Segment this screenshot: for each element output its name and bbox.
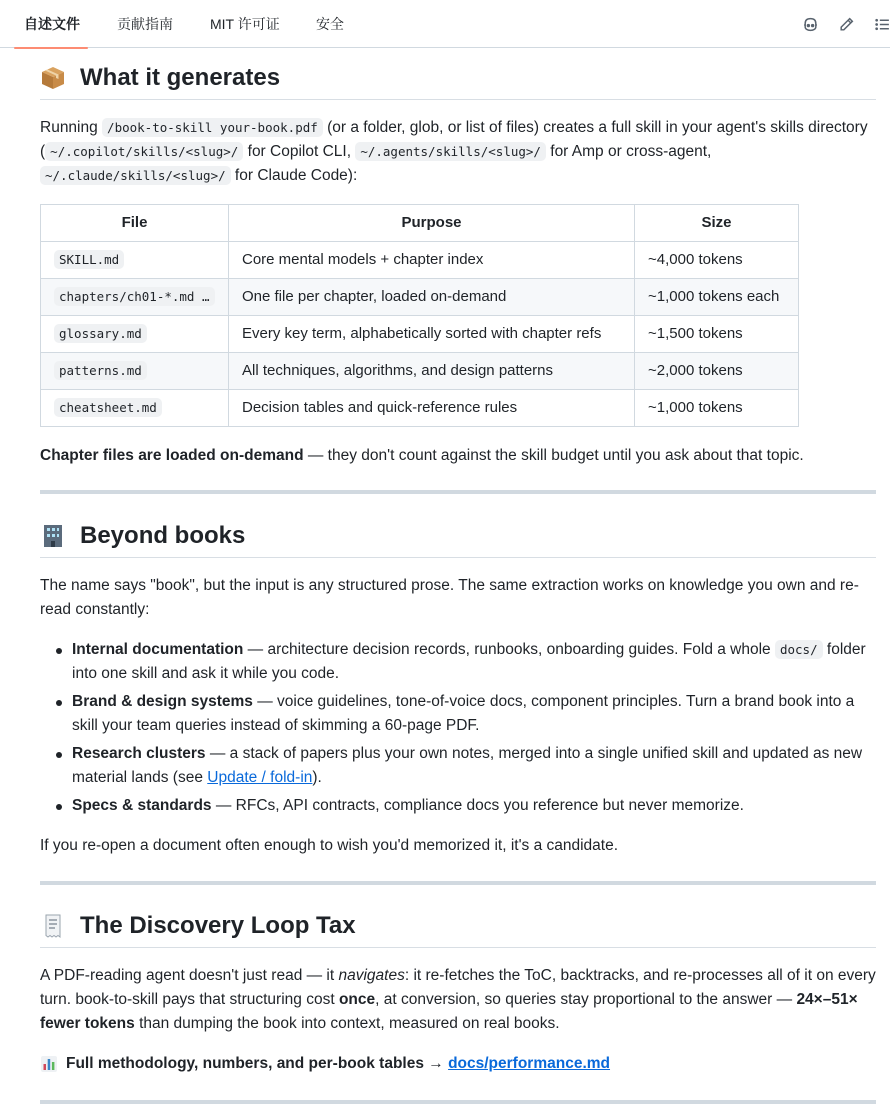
text-run: (or a folder, glob, or list of files) creates a full skill in your agent's skills directory ( <box>40 119 868 160</box>
on-demand-note <box>40 444 876 468</box>
table-row <box>41 316 799 353</box>
text-run: for Claude Code): <box>230 167 358 184</box>
tab-mit-license[interactable]: MIT 许可证 <box>210 16 280 32</box>
column-header-purpose: Purpose <box>229 205 635 242</box>
section-divider <box>40 490 876 494</box>
text-run: folder into one skill and ask it while you code. <box>72 641 866 682</box>
file-cell <box>41 242 229 279</box>
file-name-code: SKILL.md <box>54 250 124 269</box>
purpose-cell: One file per chapter, loaded on-demand <box>229 279 635 316</box>
item-title: Brand & design systems <box>72 693 253 710</box>
item-title: Research clusters <box>72 745 206 762</box>
text-run: — RFCs, API contracts, compliance docs you reference but never memorize. <box>211 797 744 814</box>
bold-text: 24×–51× fewer tokens <box>40 991 858 1032</box>
readme-tab-bar <box>0 0 890 48</box>
heading-text: The Discovery Loop Tax <box>80 912 356 939</box>
item-title: Internal documentation <box>72 641 244 658</box>
update-fold-in-link[interactable]: Update / fold-in <box>207 769 313 786</box>
purpose-cell: Decision tables and quick-reference rules <box>229 390 635 427</box>
generated-files-table <box>40 204 799 427</box>
tab-contributing[interactable]: 贡献指南 <box>117 16 173 32</box>
column-header-size: Size <box>635 205 799 242</box>
agents-path-code: ~/.agents/skills/<slug>/ <box>355 142 546 161</box>
bold-text: once <box>338 991 376 1008</box>
beyond-books-outro: If you re-open a document often enough to wish you'd memorized it, it's a candidate. <box>40 837 619 854</box>
package-icon <box>40 65 66 91</box>
office-building-icon <box>40 523 66 549</box>
note-bold-text: Chapter files are loaded on-demand <box>40 447 304 464</box>
pencil-icon[interactable] <box>836 14 856 34</box>
heading-beyond-books <box>40 520 876 552</box>
table-header-row <box>41 205 799 242</box>
text-run: — they don't count against the skill budget until you ask about that topic. <box>303 447 804 464</box>
performance-doc-link[interactable]: docs/performance.md <box>448 1055 611 1072</box>
text-run: for Amp or cross-agent, <box>545 143 712 160</box>
table-row <box>41 279 799 316</box>
command-code: /book-to-skill your-book.pdf <box>102 118 323 137</box>
table-row <box>41 242 799 279</box>
file-name-code: glossary.md <box>54 324 147 343</box>
heading-text: What it generates <box>80 64 281 91</box>
size-cell: ~4,000 tokens <box>635 242 799 279</box>
heading-underline <box>40 947 876 948</box>
generates-intro-paragraph <box>40 116 876 188</box>
table-row <box>41 390 799 427</box>
text-run: , at conversion, so queries stay proportional to the answer — <box>375 991 797 1008</box>
text-run: : it re-fetches the ToC, backtracks, and re-processes all of it on every turn. book-to-skill pays that structuring cost <box>40 967 876 1008</box>
methodology-text: Full methodology, numbers, and per-book tables → <box>66 1055 449 1072</box>
column-header-file: File <box>41 205 229 242</box>
text-run: than dumping the book into context, measured on real books. <box>134 1015 560 1032</box>
list-item <box>72 638 876 686</box>
section-divider <box>40 1100 876 1104</box>
heading-discovery-loop-tax <box>40 910 876 942</box>
bar-chart-icon <box>40 1055 58 1073</box>
list-item <box>72 742 876 790</box>
purpose-cell: All techniques, algorithms, and design patterns <box>229 353 635 390</box>
heading-text: Beyond books <box>80 522 246 549</box>
file-cell <box>41 279 229 316</box>
tab-readme[interactable]: 自述文件 <box>24 12 80 48</box>
list-item <box>72 794 876 818</box>
heading-underline <box>40 99 876 100</box>
receipt-icon <box>40 913 66 939</box>
copilot-icon[interactable] <box>800 14 820 34</box>
text-run: — architecture decision records, runbooks, onboarding guides. Fold a whole <box>243 641 775 658</box>
use-case-list <box>72 638 876 822</box>
methodology-link-paragraph <box>40 1052 876 1076</box>
file-cell <box>41 316 229 353</box>
size-cell: ~2,000 tokens <box>635 353 799 390</box>
file-cell <box>41 390 229 427</box>
emphasis-text: navigates <box>338 967 405 984</box>
file-cell <box>41 353 229 390</box>
list-item <box>72 690 876 738</box>
heading-what-it-generates <box>40 62 876 94</box>
size-cell: ~1,500 tokens <box>635 316 799 353</box>
file-name-code: chapters/ch01-*.md … <box>54 287 215 306</box>
tab-security[interactable]: 安全 <box>316 16 344 32</box>
claude-path-code: ~/.claude/skills/<slug>/ <box>40 166 231 185</box>
table-row <box>41 353 799 390</box>
beyond-books-intro: The name says "book", but the input is any structured prose. The same extraction works on knowledge you own and re-read constantly: <box>40 577 859 618</box>
outline-list-icon[interactable] <box>872 14 890 34</box>
copilot-path-code: ~/.copilot/skills/<slug>/ <box>45 142 243 161</box>
heading-underline <box>40 557 876 558</box>
text-run: — voice guidelines, tone-of-voice docs, component principles. Turn a brand book into a skill your team queries instead of skimming a 60-page PDF. <box>72 693 855 734</box>
text-run: for Copilot CLI, <box>243 143 356 160</box>
purpose-cell: Core mental models + chapter index <box>229 242 635 279</box>
text-run: — a stack of papers plus your own notes, merged into a single unified skill and updated as new material lands (see <box>72 745 863 786</box>
discovery-loop-paragraph <box>40 964 876 1036</box>
size-cell: ~1,000 tokens each <box>635 279 799 316</box>
file-name-code: cheatsheet.md <box>54 398 162 417</box>
size-cell: ~1,000 tokens <box>635 390 799 427</box>
text-run: ). <box>312 769 322 786</box>
text-run: A PDF-reading agent doesn't just read — it <box>40 967 339 984</box>
text-run: Running <box>40 119 103 136</box>
item-title: Specs & standards <box>72 797 212 814</box>
docs-folder-code: docs/ <box>775 640 823 659</box>
purpose-cell: Every key term, alphabetically sorted with chapter refs <box>229 316 635 353</box>
file-name-code: patterns.md <box>54 361 147 380</box>
section-divider <box>40 881 876 885</box>
